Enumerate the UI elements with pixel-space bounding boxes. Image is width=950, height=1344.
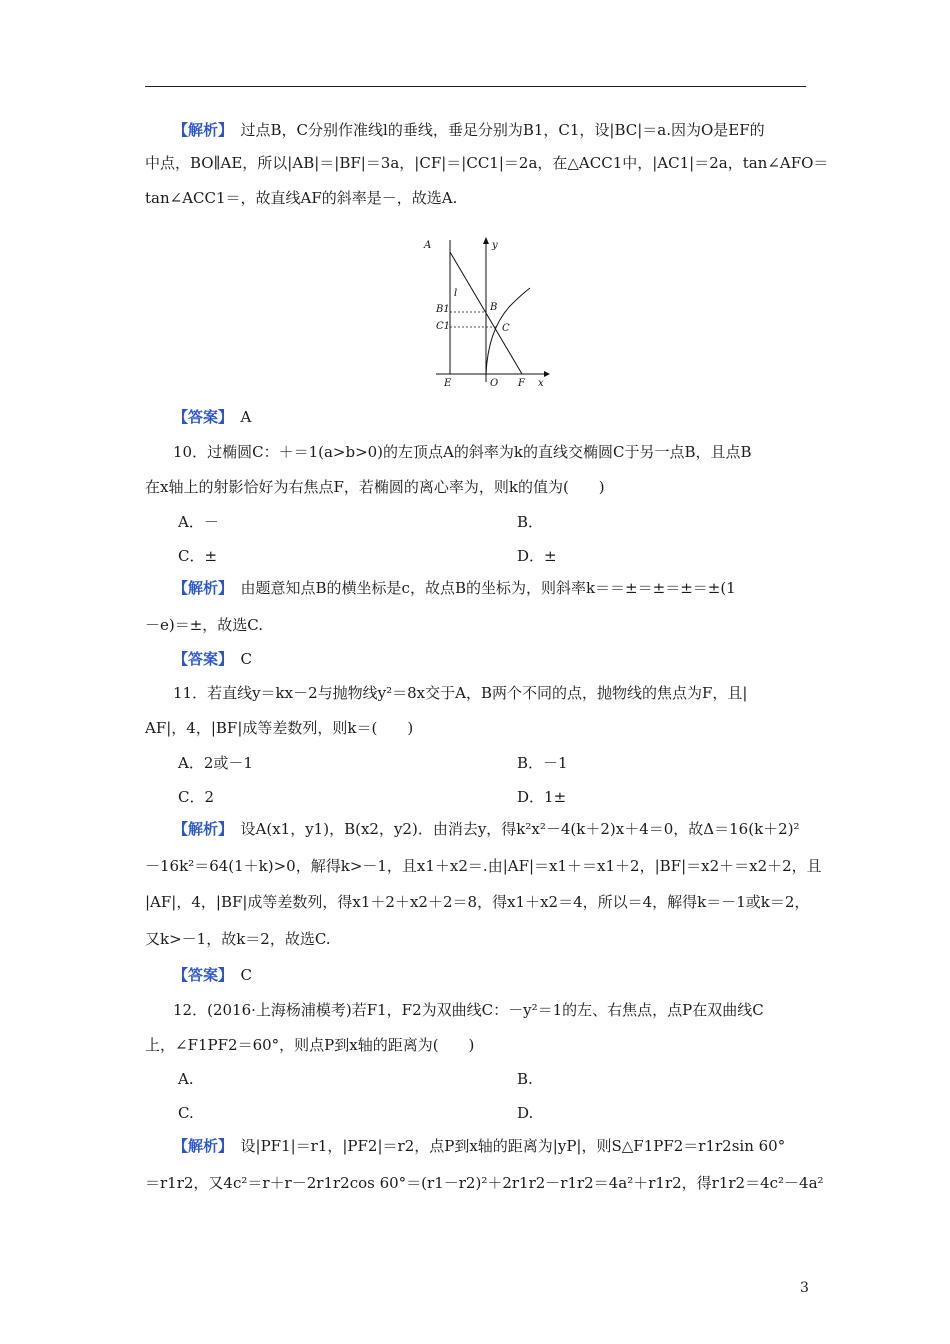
text-line	[173, 120, 765, 140]
label-o: O	[490, 378, 499, 389]
line-text: 设|PF1|＝r1，|PF2|＝r2，点P到x轴的距离为|yP|，则S△F1PF2＝r1r2sin 60°	[225, 1137, 786, 1155]
label-c1: C1	[436, 321, 451, 332]
label-x: x	[538, 378, 544, 389]
text-line	[145, 1035, 474, 1055]
text-line	[145, 718, 413, 738]
label-c: C	[502, 323, 510, 334]
parabola-diagram	[418, 232, 558, 390]
answer-option: A．2或－1	[178, 754, 253, 772]
text-line	[145, 1173, 824, 1193]
label-e: E	[444, 378, 452, 389]
line-text: AF|，4，|BF|成等差数列，则k＝( )	[145, 719, 414, 737]
section-tag: 【解析】	[173, 121, 226, 139]
answer-option: B．－1	[517, 754, 568, 772]
y-axis-arrow	[483, 237, 489, 244]
answer-option: C．±	[178, 547, 218, 565]
line-text: －e)＝±，故选C.	[145, 616, 264, 634]
text-line	[173, 819, 800, 839]
answer-option: A．－	[178, 513, 219, 531]
line-text: 上，∠F1PF2＝60°，则点P到x轴的距离为( )	[145, 1036, 475, 1054]
answer-option: C.	[178, 1104, 194, 1122]
header-rule	[145, 86, 806, 87]
line-text: －16k²＝64(1＋k)>0，解得k>－1，且x1＋x2＝.由|AF|＝x1＋＝x1＋2，|BF|＝x2＋＝x2＋2，且	[145, 857, 822, 875]
text-line	[145, 929, 331, 949]
section-tag: 【答案】	[173, 966, 226, 984]
line-text: 12．(2016·上海杨浦模考)若F1，F2为双曲线C：－y²＝1的左、右焦点，点P在双曲线C	[173, 1001, 764, 1019]
label-b: B	[490, 302, 498, 313]
label-b1: B1	[436, 304, 450, 315]
line-text: 中点，BO∥AE，所以|AB|＝|BF|＝3a，|CF|＝|CC1|＝2a，在△ACC1中，|AC1|＝2a，tan∠AFO＝	[145, 154, 829, 172]
text-line	[173, 407, 251, 427]
line-text: 10．过椭圆C：＋＝1(a>b>0)的左顶点A的斜率为k的直线交椭圆C于另一点B，且点B	[173, 443, 752, 461]
line-text: ＝r1r2，又4c²＝r＋r－2r1r2cos 60°＝(r1－r2)²＋2r1r2－r1r2＝4a²＋r1r2，得r1r2＝4c²－4a²	[145, 1174, 824, 1192]
line-text: 11．若直线y＝kx－2与抛物线y²＝8x交于A，B两个不同的点，抛物线的焦点为F，且|	[173, 684, 748, 702]
line-text: 过点B，C分别作准线l的垂线，垂足分别为B1，C1，设|BC|＝a.因为O是EF的	[225, 121, 765, 139]
answer-option: D．1±	[517, 788, 567, 806]
text-line	[173, 442, 752, 462]
line-text: 设A(x1，y1)，B(x2，y2)．由消去y，得k²x²－4(k＋2)x＋4＝0，故Δ＝16(k＋2)²	[225, 820, 800, 838]
answer-option: D．±	[517, 547, 557, 565]
text-line	[173, 965, 252, 985]
text-line	[145, 856, 822, 876]
section-tag: 【解析】	[173, 820, 226, 838]
text-line	[173, 1136, 785, 1156]
line-text: A	[225, 408, 252, 426]
answer-option: C．2	[178, 788, 215, 806]
line-text: |AF|，4，|BF|成等差数列，得x1＋2＋x2＋2＝8，得x1＋x2＝4，所以＝4，解得k＝－1或k＝2，	[145, 893, 810, 911]
line-text: 又k>－1，故k＝2，故选C.	[145, 930, 331, 948]
answer-option: D.	[517, 1104, 534, 1122]
text-line	[173, 578, 736, 598]
label-a: A	[424, 240, 432, 251]
x-axis-arrow	[544, 371, 550, 377]
section-tag: 【答案】	[173, 650, 226, 668]
line-text: tan∠ACC1＝，故直线AF的斜率是－，故选A.	[145, 189, 458, 207]
line-text: C	[225, 966, 252, 984]
label-f: F	[518, 378, 525, 389]
text-line	[145, 477, 605, 497]
answer-option: A.	[178, 1070, 194, 1088]
text-line	[173, 1000, 764, 1020]
text-line	[145, 188, 457, 208]
text-line	[145, 615, 263, 635]
line-text: 由题意知点B的横坐标是c，故点B的坐标为，则斜率k＝＝±＝±＝±＝±(1	[225, 579, 736, 597]
line-text: 在x轴上的射影恰好为右焦点F，若椭圆的离心率为，则k的值为( )	[145, 478, 605, 496]
text-line	[173, 683, 747, 703]
text-line	[145, 892, 809, 912]
section-tag: 【解析】	[173, 579, 226, 597]
text-line	[145, 153, 828, 173]
section-tag: 【解析】	[173, 1137, 226, 1155]
label-l: l	[454, 288, 458, 299]
section-tag: 【答案】	[173, 408, 226, 426]
diagram-svg	[418, 232, 558, 390]
text-line	[173, 649, 252, 669]
answer-option: B.	[517, 1070, 533, 1088]
label-y: y	[492, 240, 498, 251]
page-number: 3	[800, 1280, 809, 1296]
line-text: C	[225, 650, 252, 668]
answer-option: B．	[517, 513, 544, 531]
